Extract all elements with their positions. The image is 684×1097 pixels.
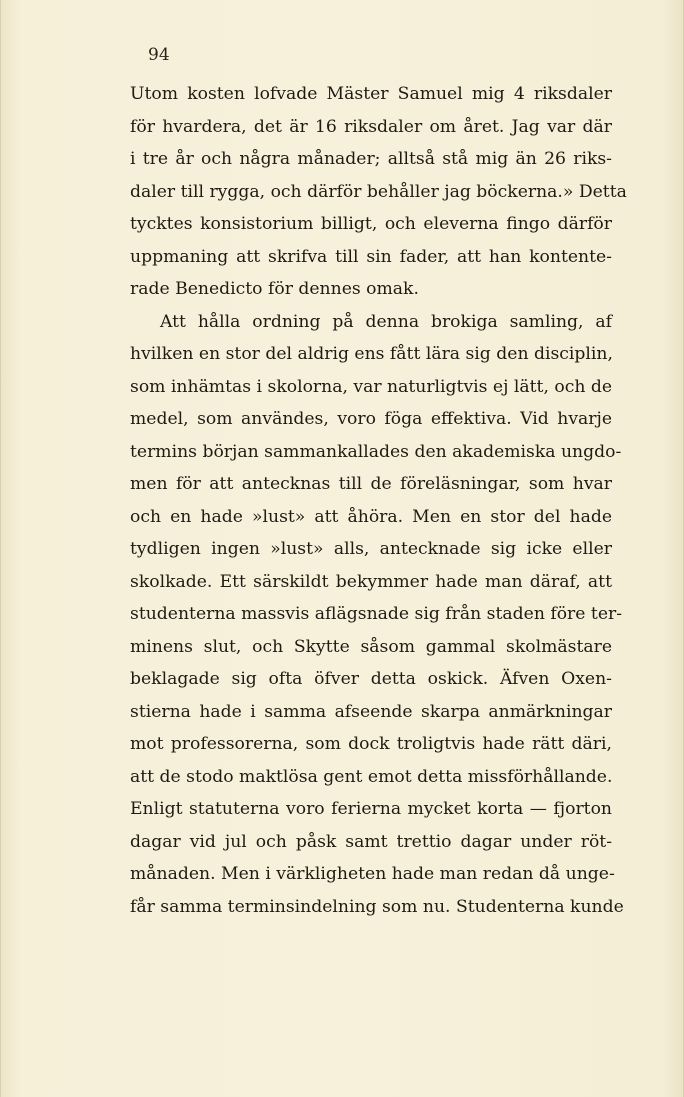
text-line: studenterna massvis aflägsnade sig från staden före ter- [130,604,623,624]
text-line: mot professorerna, som dock troligtvis hade rätt däri, [130,734,612,754]
text-line: Enligt statuterna voro ferierna mycket korta — fjorton [130,799,612,819]
text-line: beklagade sig ofta öfver detta oskick. Äfven Oxen- [130,669,612,689]
text-line: daler till rygga, och därför behåller jag böckerna.» Detta [130,181,627,202]
text-line: termins början sammankallades den akademiska ungdo- [130,441,622,462]
text-line: men för att antecknas till de föreläsningar, som hvar [130,474,612,494]
page-number: 94 [148,45,170,65]
text-line: hvilken en stor del aldrig ens fått lära sig den disciplin, [130,344,613,364]
text-line: dagar vid jul och påsk samt trettio dagar under röt- [130,831,612,852]
text-line: stierna hade i samma afseende skarpa anmärkningar [130,701,612,722]
text-line: uppmaning att skrifva till sin fader, att han kontente- [130,246,612,267]
text-line: Utom kosten lofvade Mäster Samuel mig 4 riksdaler [130,84,612,104]
text-line: för hvardera, det är 16 riksdaler om året. Jag var där [130,116,612,137]
text-line: skolkade. Ett särskildt bekymmer hade man däraf, att [130,571,612,592]
text-line: som inhämtas i skolorna, var naturligtvis ej lätt, och de [130,376,613,397]
text-line: i tre år och några månader; alltså stå mig än 26 riks- [130,149,612,169]
text-line: medel, som användes, voro föga effektiva. Vid hvarje [130,409,612,429]
text-line: minens slut, och Skytte såsom gammal skolmästare [130,636,612,657]
text-line: tydligen ingen »lust» alls, antecknade sig icke eller [130,539,612,559]
text-line: att de stodo maktlösa gent emot detta missförhållande. [130,766,613,787]
text-line: månaden. Men i värkligheten hade man redan då unge- [130,864,615,884]
text-line: rade Benedicto för dennes omak. [130,279,419,299]
body-text [130,78,627,923]
paragraph-start-line: Att hålla ordning på denna brokiga samling, af [160,311,612,332]
text-line: får samma terminsindelning som nu. Studenterna kunde [130,896,624,917]
text-line: och en hade »lust» att åhöra. Men en stor del hade [130,506,612,527]
text-line: tycktes konsistorium billigt, och eleverna fingo därför [130,214,612,234]
